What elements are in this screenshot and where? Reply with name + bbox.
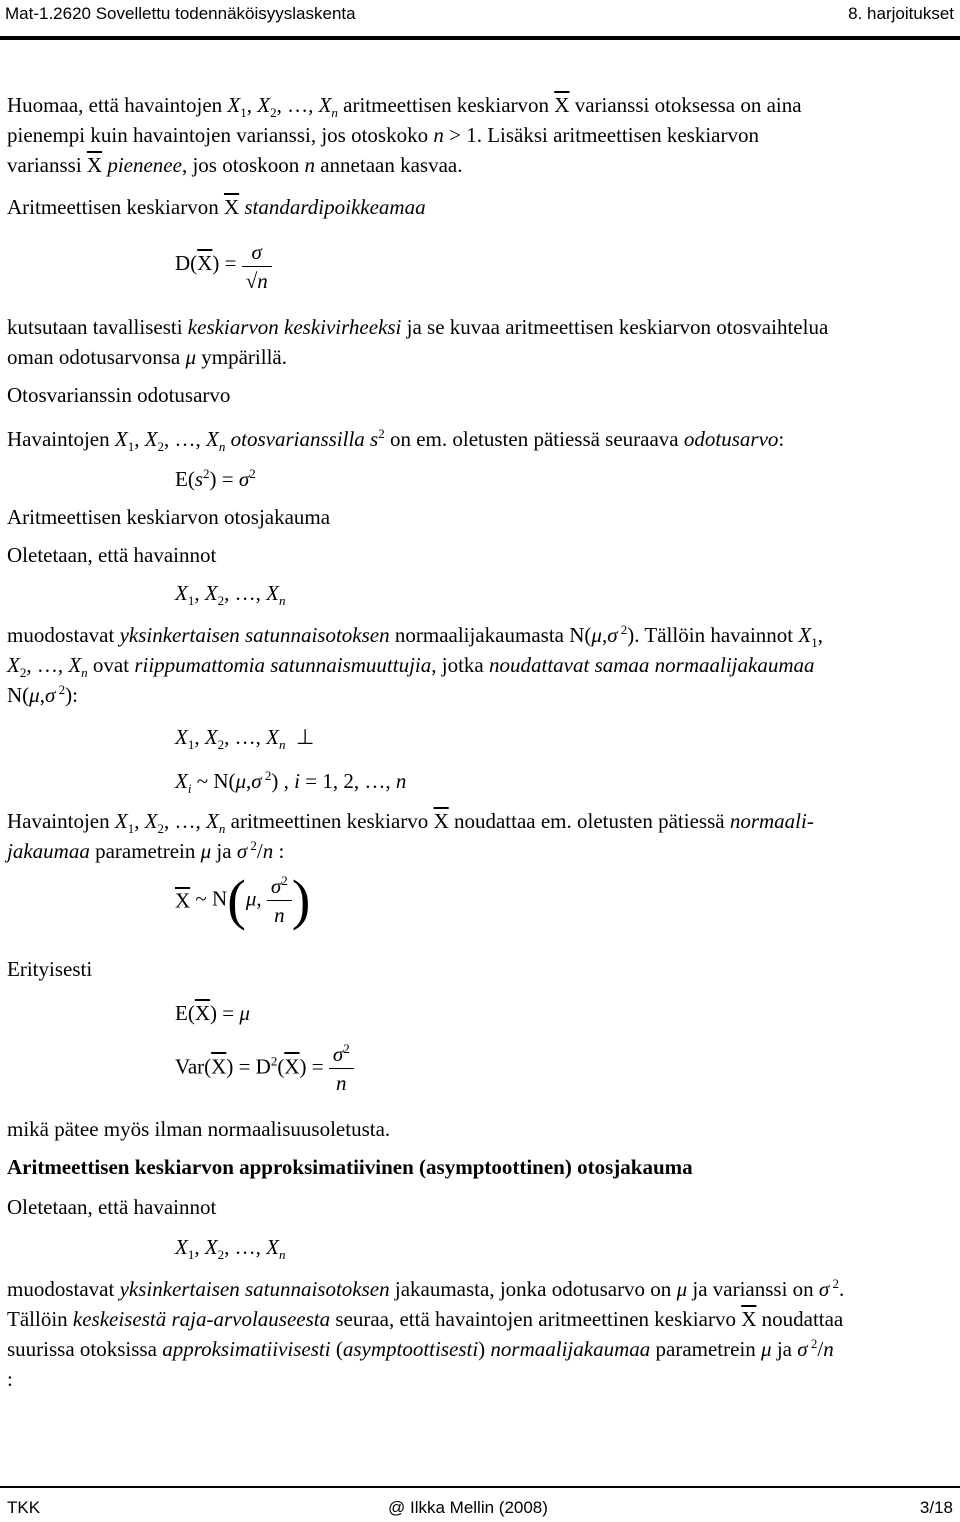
formula-independence: $X_1$, $X_2$, …, $X_n$ ⊥: [175, 725, 315, 753]
page-number: 3/18: [919, 1498, 953, 1517]
section-title-approx-distribution: Aritmeettisen keskiarvon approksimatiivinen (asymptoottinen) otosjakauma: [7, 1155, 693, 1179]
formula-std-error: $D(\overline{X})$ = $\frac{\sigma}{√n}$: [175, 238, 272, 295]
course-title: Mat-1.2620 Sovellettu todennäköisyyslaskenta: [5, 4, 356, 23]
section-title-expected-variance: Otosvarianssin odotusarvo: [7, 383, 231, 407]
footer-org: TKK: [7, 1498, 41, 1517]
formula-variance-mean: $Var(\overline{X}) = D^2(\overline{X})$ = $\frac{\sigma^2}{n}$: [175, 1040, 354, 1097]
formula-normal-iid: $X_i$ ~ N(μ,σ $^2$) , i = 1, 2, …, n: [175, 768, 407, 797]
paragraph-stddev: Aritmeettisen keskiarvon $\overline{X}$ standardipoikkeamaa: [7, 195, 426, 219]
footer-rule: [0, 1486, 960, 1488]
footer-author: @ Ilkka Mellin (2008): [388, 1498, 548, 1517]
formula-expectation-mean: $E(\overline{X}) = \mu$: [175, 1001, 250, 1025]
formula-expected-variance: $E(s^2) = \sigma^2$: [175, 466, 256, 491]
formula-observations-2: $X_1$, $X_2$, …, $X_n$: [175, 1235, 286, 1263]
session-label: 8. harjoitukset: [848, 4, 954, 23]
formula-observations-1: $X_1$, $X_2$, …, $X_n$: [175, 581, 286, 609]
paragraph-intro: Huomaa, että havaintojen $X_1$, $X_2$, …, $X_n$ aritmeettisen keskiarvon $\overline{X}$ varianssi otoksessa on aina: [7, 93, 802, 121]
formula-mean-distribution: $\overline{X}$ ~ N(μ, $\frac{\sigma^2}{n}$ ): [175, 869, 311, 932]
page-header: [0, 0, 960, 36]
section-title-mean-distribution: Aritmeettisen keskiarvon otosjakauma: [7, 505, 331, 529]
header-rule: [0, 36, 960, 40]
